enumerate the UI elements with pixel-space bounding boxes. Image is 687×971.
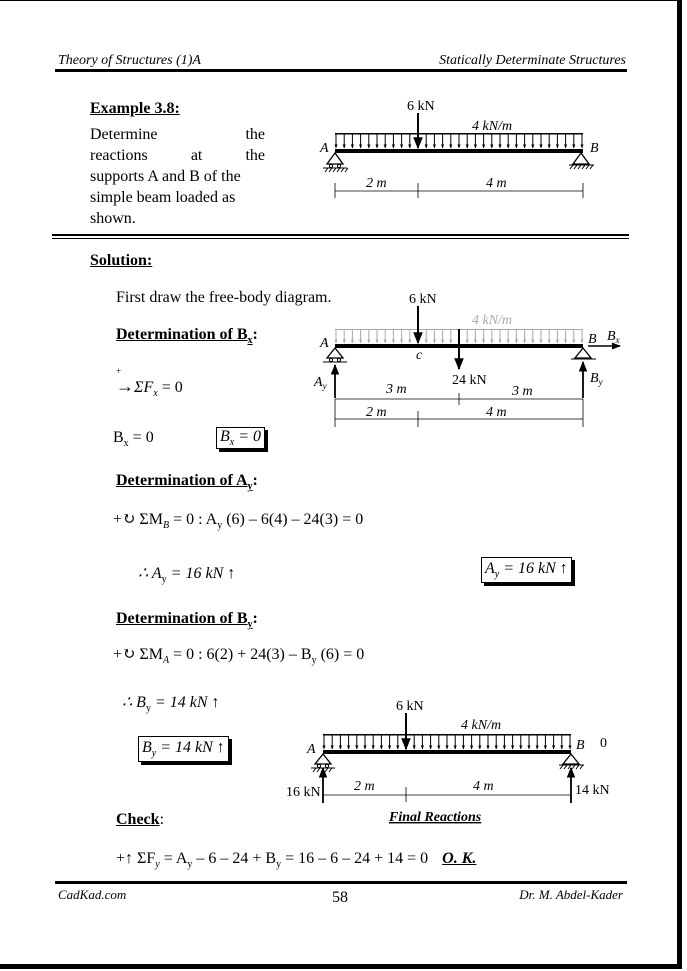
bx-eq-sub: x <box>123 438 129 450</box>
ay-result-text: ∴ A <box>138 565 162 582</box>
resultant-label: 24 kN <box>452 373 487 388</box>
figure-2-fbd <box>313 292 620 427</box>
ex-w2: the <box>245 126 265 143</box>
label-c: c <box>416 348 423 363</box>
point-load-label: 6 kN <box>407 99 435 114</box>
check-eq-rhs2: – 6 – 24 + B <box>192 850 277 867</box>
figure-3-final <box>286 699 610 825</box>
dim-3a: 3 m <box>386 382 407 397</box>
ay-box-text: A <box>485 560 495 577</box>
page-number: 58 <box>332 889 348 906</box>
ex-w5: the <box>245 147 265 164</box>
udl-label-grey: 4 kN/m <box>472 313 513 328</box>
label-a: A <box>320 141 329 156</box>
by-label-sub: y <box>598 377 603 387</box>
ex-w4: at <box>190 147 203 164</box>
ay-label-text: A <box>314 375 323 390</box>
by-moment-sub: A <box>162 655 170 667</box>
bx-label <box>607 329 620 345</box>
check-colon: : <box>159 811 165 828</box>
ex-w1: Determine <box>90 126 158 143</box>
dim-3b: 3 m <box>512 384 533 399</box>
support-b-pin <box>573 153 589 164</box>
by-moment-rhs-sub: y <box>311 655 317 667</box>
bx-eq-text: B <box>113 429 124 446</box>
beam <box>323 750 571 754</box>
solution-intro: First draw the free-body diagram. <box>116 289 332 306</box>
hatch-b <box>570 165 593 169</box>
udl-arrows <box>324 735 570 749</box>
sum-fx-sub: x <box>153 388 158 400</box>
dim-label-2: 4 m <box>486 176 507 191</box>
dim-label-1: 2 m <box>354 779 375 794</box>
point-load-label: 6 kN <box>396 699 424 714</box>
ay-moment-sub: B <box>162 520 170 532</box>
udl-label: 4 kN/m <box>461 718 502 733</box>
support-b-pin <box>563 754 579 764</box>
check-ok: O. K. <box>442 850 477 867</box>
by-box-sub: y <box>151 748 157 760</box>
point-load-label: 6 kN <box>409 292 437 307</box>
plus-sign: + <box>116 366 122 376</box>
label-a: A <box>320 336 329 351</box>
by-result-rhs: = 14 kN ↑ <box>150 694 220 711</box>
by-label <box>590 371 603 387</box>
header-left: Theory of Structures (1)A <box>58 53 201 68</box>
check-eq-rhs-sub: y <box>187 859 193 871</box>
ay-moment-rhs2: (6) – 6(4) – 24(3) = 0 <box>222 511 364 528</box>
dim-label-2: 4 m <box>486 405 507 420</box>
roller-a1 <box>329 164 332 167</box>
ay-label-sub: y <box>322 381 327 391</box>
by-result-text: ∴ B <box>122 694 146 711</box>
label-b: B <box>588 332 597 347</box>
by-box-text: B <box>142 739 152 756</box>
ay-result-sub: y <box>161 574 167 586</box>
by-box-rhs: = 14 kN ↑ <box>156 739 225 756</box>
sum-fx-rhs: = 0 <box>157 379 183 396</box>
roller-a1 <box>317 764 320 767</box>
bx-heading-end: : <box>252 326 258 343</box>
ay-box-rhs: = 16 kN ↑ <box>499 560 568 577</box>
ay-result-rhs: = 16 kN ↑ <box>166 565 236 582</box>
roller-a2 <box>325 764 328 767</box>
hatch-a <box>325 168 348 172</box>
bx-heading-text: Determination of B <box>116 326 248 343</box>
label-b: B <box>590 141 599 156</box>
check-eq-rhs2-sub: y <box>276 859 282 871</box>
roller-a2 <box>337 358 340 361</box>
bx-eq-rhs: = 0 <box>128 429 154 446</box>
sum-fx: ΣF <box>134 379 154 396</box>
check-eq-sub: y <box>155 859 160 871</box>
reaction-b-label: 14 kN <box>575 783 610 798</box>
udl-arrows <box>336 134 582 148</box>
beam <box>335 149 583 153</box>
example-title: Example 3.8: <box>90 100 180 117</box>
ay-heading-sub: y <box>247 481 253 493</box>
ay-heading-end: : <box>252 472 258 489</box>
zero-label: 0 <box>600 736 607 751</box>
footer-left: CadKad.com <box>58 887 127 902</box>
check-eq-rhs: = A <box>159 850 188 867</box>
ay-heading-text: Determination of A <box>116 472 248 489</box>
right-arrow-icon: → <box>116 376 134 396</box>
udl-label: 4 kN/m <box>472 119 513 134</box>
ay-moment-rhs: = 0 : A <box>169 511 218 528</box>
bx-label-text: B <box>607 329 616 344</box>
support-a-pin <box>327 153 343 164</box>
roller-a2 <box>337 164 340 167</box>
by-moment-rhs2: (6) = 0 <box>316 646 365 663</box>
figure-1-beam <box>319 99 599 198</box>
by-result-sub: y <box>145 703 151 715</box>
label-a: A <box>307 742 316 757</box>
by-label-text: B <box>590 371 599 386</box>
bx-box-text: B <box>220 428 230 445</box>
ex-line3: supports A and B of the <box>90 168 241 185</box>
roller-a1 <box>329 358 332 361</box>
check-eq-rhs3: = 16 – 6 – 24 + 14 = 0 <box>281 850 429 867</box>
ay-moment-rhs-sub: y <box>217 520 223 532</box>
solution-title: Solution: <box>90 252 153 269</box>
support-b-pin <box>575 348 591 358</box>
label-b: B <box>576 738 585 753</box>
footer-right: Dr. M. Abdel-Kader <box>519 887 623 902</box>
dim-label-1: 2 m <box>366 405 387 420</box>
by-heading-end: : <box>252 610 258 627</box>
ex-line5: shown. <box>90 210 136 227</box>
ex-w3: reactions <box>90 147 148 164</box>
support-a-pin <box>327 348 343 358</box>
by-heading-text: Determination of B <box>116 610 248 627</box>
ay-label <box>313 375 327 391</box>
bx-box-sub: x <box>229 437 235 449</box>
dim-label-1: 2 m <box>366 176 387 191</box>
header-right: Statically Determinate Structures <box>439 53 626 68</box>
bx-box-rhs: = 0 <box>234 428 262 445</box>
ay-moment: +↻ ΣM <box>113 511 163 528</box>
check-eq-text: +↑ ΣF <box>116 850 156 867</box>
check-title: Check <box>116 811 160 828</box>
by-moment: +↻ ΣM <box>113 646 163 663</box>
support-a-pin <box>315 754 331 764</box>
figure-caption: Final Reactions <box>389 810 482 825</box>
reaction-a-label: 16 kN <box>286 785 321 800</box>
by-moment-rhs: = 0 : 6(2) + 24(3) – B <box>169 646 312 663</box>
dim-label-2: 4 m <box>473 779 494 794</box>
bx-label-sub: x <box>615 335 620 345</box>
bx-heading-sub: x <box>247 335 253 347</box>
ay-box-sub: y <box>494 569 500 581</box>
ex-line4: simple beam loaded as <box>90 189 236 206</box>
by-heading-sub: y <box>247 619 253 631</box>
